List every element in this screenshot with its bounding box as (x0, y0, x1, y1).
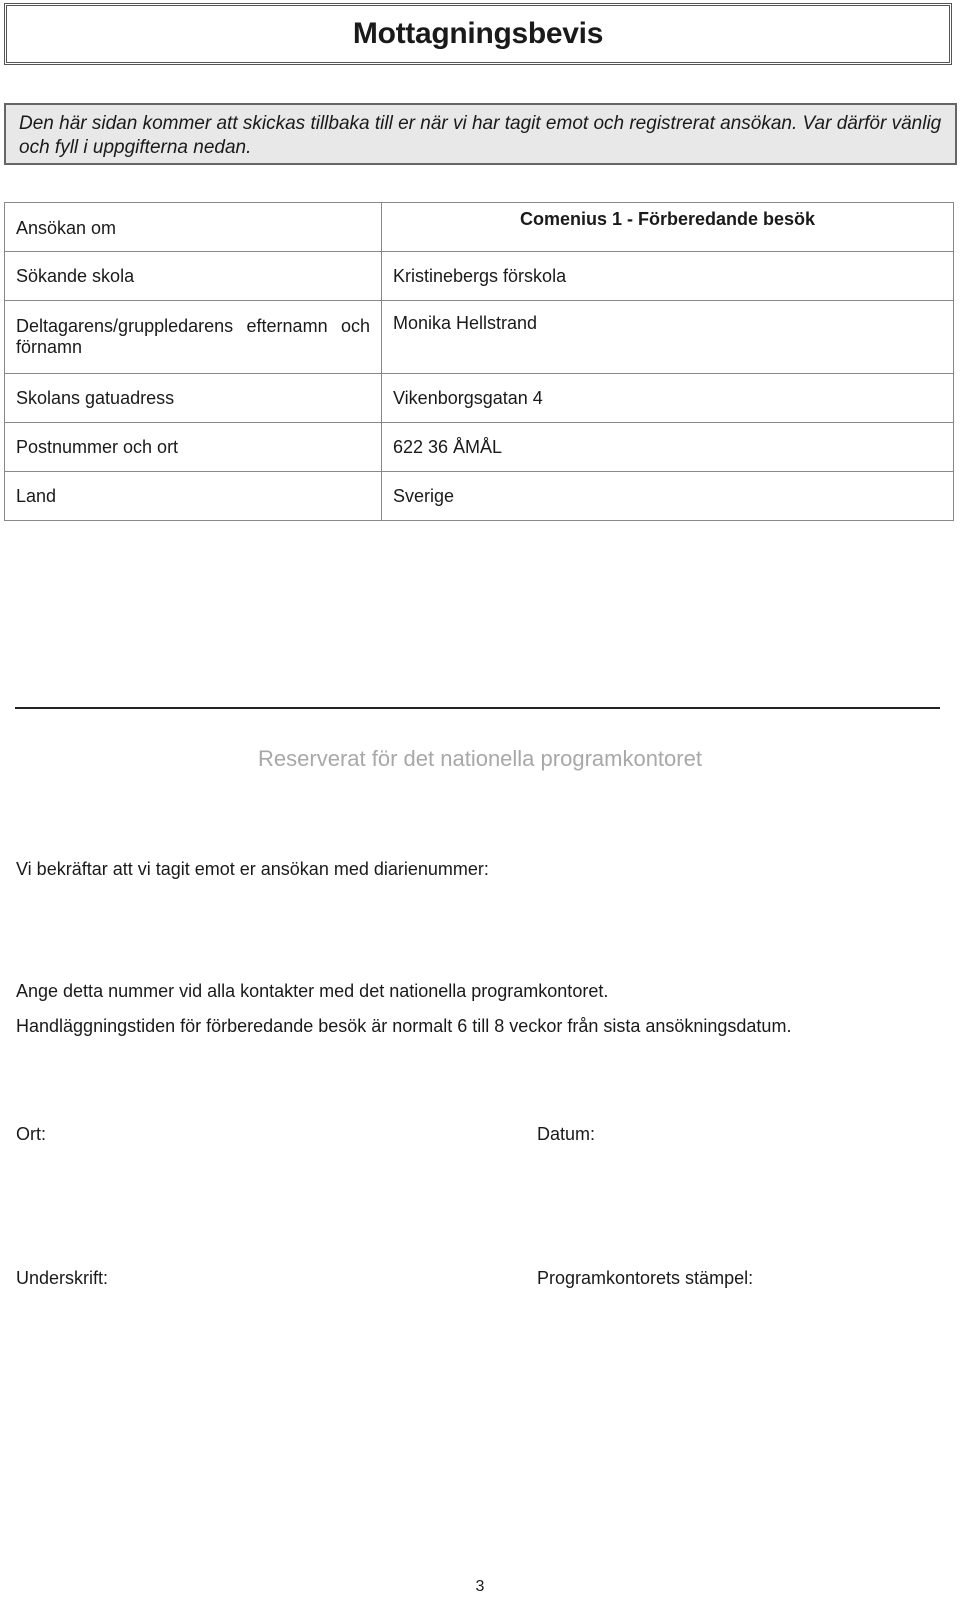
country-value: Sverige (382, 472, 954, 521)
application-form-table (4, 202, 954, 521)
intro-box (4, 103, 957, 165)
reserved-heading: Reserverat för det nationella programkontoret (258, 746, 702, 771)
leader-label (5, 301, 382, 374)
form-row-leader (5, 301, 954, 374)
school-label: Sökande skola (5, 252, 382, 301)
form-row-postal (5, 423, 954, 472)
postal-label: Postnummer och ort (5, 423, 382, 472)
leader-label-part-c: och (340, 316, 370, 336)
confirm-text: Vi bekräftar att vi tagit emot er ansökan med diarienummer: (16, 859, 489, 879)
page-title: Mottagningsbevis (352, 17, 604, 50)
form-row-application (5, 203, 954, 252)
signature-label: Underskrift: (16, 1268, 109, 1288)
leader-label-line2: förnamn (16, 337, 83, 357)
leader-label-part-a: Deltagarens/gruppledarens (16, 316, 234, 336)
title-box (4, 3, 952, 65)
postal-value: 622 36 ÅMÅL (382, 423, 954, 472)
note-reference-number: Ange detta nummer vid alla kontakter med det nationella programkontoret. (16, 981, 609, 1001)
street-label: Skolans gatuadress (5, 374, 382, 423)
school-value: Kristinebergs förskola (382, 252, 954, 301)
application-label: Ansökan om (5, 203, 382, 252)
leader-value: Monika Hellstrand (382, 301, 954, 374)
form-row-school (5, 252, 954, 301)
intro-text: Den här sidan kommer att skickas tillbaka till er när vi har tagit emot och registrerat ansökan. Var därför vänlig och fyll i uppgifterna nedan. (19, 113, 942, 158)
note-processing-time: Handläggningstiden för förberedande besök är normalt 6 till 8 veckor från sista ansökningsdatum. (16, 1016, 792, 1036)
application-value: Comenius 1 - Förberedande besök (382, 203, 954, 252)
street-value: Vikenborgsgatan 4 (382, 374, 954, 423)
place-label: Ort: (16, 1124, 46, 1144)
stamp-label: Programkontorets stämpel: (537, 1268, 754, 1288)
form-row-street (5, 374, 954, 423)
leader-label-part-b: efternamn (246, 316, 328, 336)
form-row-country (5, 472, 954, 521)
page-number: 3 (475, 1578, 485, 1595)
country-label: Land (5, 472, 382, 521)
date-label: Datum: (537, 1124, 596, 1144)
leader-label-line1 (16, 316, 370, 337)
section-divider (15, 707, 940, 709)
